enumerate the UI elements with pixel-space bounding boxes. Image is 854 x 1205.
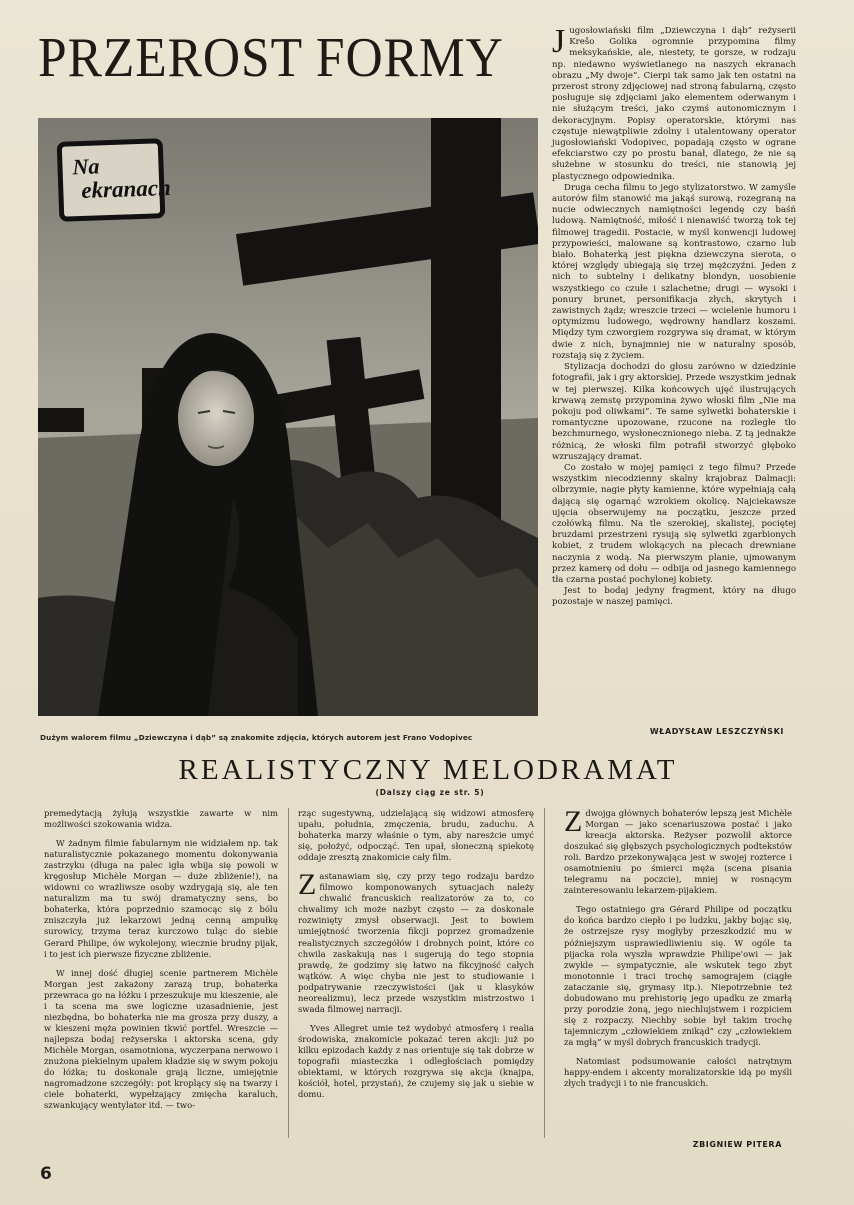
- continuation-note: (Dalszy ciąg ze str. 5): [375, 788, 485, 797]
- column-divider: [288, 808, 289, 1138]
- article-2-dropcap: Z: [298, 868, 317, 902]
- article-2-paragraph: W żadnym filmie fabularnym nie widziałem np. tak naturalistycznie pokazanego momentu dokonywania zastrzyku (długa na palec igła wbija się powoli w kręgosłup Michèle Morgan — duże zbliżenie!), na widowni co wrażliwsze osoby wzdrygają się, ale ten naturalizm ma tu swój dramatyczny sens, bo bohaterka, która poprzednio szamocąc się z bólu zniszczyła już lekarzowi jedną cenną ampułkę surowicy, trzyma teraz kurczowo tuląc do siebie Gerard Philipe, ów wykolejony, wiecznie brudny pijak, i to jest ich pierwsze fizyczne zbliżenie.: [44, 838, 278, 959]
- article-2-paragraph: dwojga głównych bohaterów lepszą jest Michèle Morgan — jako scenariuszowa postać i jako kreacja aktorska. Reżyser pozwolił aktorce doszukać się głębszych psychologicznych podtekstów roli. Bardzo przekonywająca jest w swojej rozterce i osamotnieniu po śmierci męża (scena pisania telegramu na poczcie), mniej w rosnącym zainteresowaniu lekarzem-pijakiem.: [564, 808, 792, 896]
- badge-line-2: ekranach: [80, 174, 172, 204]
- article-2-title: REALISTYCZNY MELODRAMAT: [178, 754, 678, 786]
- article-2-column-1: [44, 808, 278, 1119]
- article-1-paragraph: Druga cecha filmu to jego stylizatorstwo. W zamyśle autorów film stanowić ma jakąś surową, rozegraną na nucie odwiecznych namiętności legendę czy baśń ludową. Namiętność, miłość i nienawiść tworzą tok tej filmowej tragedii. Postacie, w myśl konwencji ludowej przypowieści, malowane są kontrastowo, czarno lub biało. Bohaterką jest piękna dziewczyna sierota, o której względy ubiegają się trzej mężczyźni. Jeden z nich to subtelny i delikatny blondyn, uosobienie wszystkiego co czułe i szlachetne; drugi — wysoki i ponury brunet, personifikacja złych, skrytych i zawistnych żądz; wreszcie trzeci — wcielenie humoru i optymizmu ludowego, wędrowny handlarz koszami. Między tym czworgiem rozgrywa się dramat, w którym dwie z nich, bynajmniej nie w naturalny sposób, rozstają się z życiem.: [552, 182, 796, 361]
- article-1-paragraph: ugosłowiański film „Dziewczyna i dąb” reżyserii Krešo Golika ogromnie przypomina filmy meksykańskie, ale, niestety, te gorsze, w rodzaju np. niedawno wyświetlanego na naszych ekranach obrazu „My dwoje”. Cierpi tak samo jak ten ostatni na przerost strony zdjęciowej nad stroną fabularną, często posługuje się zdjęciami jako elementem oderwanym i nie służącym treści, jako czymś autonomicznym i dekoracyjnym. Popisy operatorskie, którymi nas częstuje niewątpliwie zdolny i utalentowany operator jugosłowiański Vodopivec, popadają często w ograne efekciarstwo czy po prostu banał, dlatego, że nie są służebne w stosunku do treści, nie stanowią jej plastycznego odpowiednika.: [552, 26, 796, 182]
- article-1-paragraph: Co zostało w mojej pamięci z tego filmu? Przede wszystkim niecodzienny skalny krajobraz Dalmacji: olbrzymie, nagie płyty kamienne, które wypełniają całą dającą się ogarnąć wzrokiem okolicę. Najciekawsze ujęcia obserwujemy na początku, jeszcze przed czołówką filmu. Na tle szerokiej, skalistej, pociętej bruzdami przestrzeni rysują się sylwetki zgarbionych kobiet, z trudem wlokących na plecach drewniane naczynia z wodą. Na pierwszym planie, ujmowanym przez kamerę od dołu — odbija od jasnego kamiennego tła czarna postać pochylonej kobiety.: [552, 462, 796, 585]
- article-2-dropcap: Z: [564, 805, 583, 838]
- article-2-paragraph: rząc sugestywną, udzielającą się widzowi atmosferę upału, południa, zmęczenia, brudu, zaduchu. A bohaterka marzy właśnie o tym, aby naresżcie umyć się, położyć, odpocząć. Ten upał, słoneczną spiekotę oddaje zresztą znakomicie cały film.: [298, 808, 534, 863]
- article-2-paragraph: astanawiam się, czy przy tego rodzaju bardzo filmowo komponowanych sytuacjach należy chwalić francuskich realizatorów za to, co chwalimy ich może nazbyt często — za doskonale rozwinięty zmysł obserwacji. Jest to bowiem umiejętność tworzenia fikcji poprzez gromadzenie realistycznych szczegółów i drobnych point, które co chwila zaskakują nas i sugerują do tego stopnia prawdę, że godzimy się łatwo na fikcyjność całych wątków. A więc chyba nie jest to studiowanie i podpatrywanie rzeczywistości (jak u klasyków neorealizmu), lecz przede wszystkim mistrzostwo i swada filmowej narracji.: [298, 871, 534, 1014]
- article-1-author: WŁADYSŁAW LESZCZYŃSKI: [649, 727, 784, 736]
- article-1-dropcap: J: [552, 23, 566, 60]
- article-2-column-3: [564, 805, 792, 1097]
- page-number: 6: [40, 1164, 52, 1184]
- badge-line-1: Na: [72, 153, 100, 180]
- article-2-paragraph: Natomiast podsumowanie całości natrętnym happy-endem i akcenty moralizatorskie idą po myśli złych tradycji i to nie francuskich.: [564, 1055, 792, 1089]
- article-2-paragraph: W innej dość długiej scenie partnerem Michèle Morgan jest zakażony zarazą trup, bohaterka przewraca go na łóżku i przeszukuje mu kieszenie, ale i ta scena ma swe logiczne uzasadnienie, jest niezbędna, bo bohaterka nie ma grosza przy duszy, a w kieszeni męża powinien tkwić portfel. Wreszcie — najlepsza bodaj reżyserska i aktorska scena, gdy Michèle Morgan, osamotniona, wyczerpana nerwowo i znużona piekielnym upałem kładzie się w swym pokoju do łóżka; tu doskonale grają liczne, umiejętnie nagromadzone szczegóły: pot kroplący się na twarzy i ciele bohaterki, wypełzający zmięcha karaluch, szwankujący wentylator itd. — two-: [44, 967, 278, 1111]
- article-1-text: [552, 23, 796, 609]
- article-1-paragraph: Stylizacja dochodzi do głosu zarówno w dziedzinie fotografii, jak i gry aktorskiej. Przede wszystkim jednak w tej pierwszej. Kilka końcowych ujęć ilustrujących krwawą zemstę przypomina żywo włoski film „Nie ma pokoju pod oliwkami”. Te same sylwetki bohaterskie i romantyczne upozowane, rzucone na rozległe tło bezchmurnego, wysłonecznionego nieba. Z tą jednakże różnicą, że włoski film potrafił stworzyć głęboko wzruszający dramat.: [552, 362, 796, 462]
- article-2-paragraph: Yves Allegret umie też wydobyć atmosferę i realia środowiska, znakomicie pokazać teren akcji: już po kilku epizodach każdy z nas orientuje się tak dobrze w topografii miasteczka i odległościach pomiędzy obiektami, w których rozgrywa się akcja (knajpa, kościół, hotel, przystań), że czujemy się jak u siebie w domu.: [298, 1022, 534, 1100]
- article-2-column-2: [298, 808, 534, 1108]
- film-still-photo: [38, 118, 538, 716]
- article-1-paragraph: Jest to bodaj jedyny fragment, który na długo pozostaje w naszej pamięci.: [552, 586, 796, 608]
- photo-caption: Dużym walorem filmu „Dziewczyna i dąb” są znakomite zdjęcia, których autorem jest Frano Vodopivec: [40, 733, 473, 742]
- article-2-paragraph: Tego ostatniego gra Gérard Philipe od początku do końca bardzo ciepło i po ludzku, jakby bojąc się, że ostrzejsze rysy mogłyby przeszkodzić mu w późniejszym usprawiedliwieniu się. W ogóle ta pijacka rola wyszła wprawdzie Philipe'owi — jak zwykle — sympatycznie, ale wskutek tego zbyt monotonnie i traci trochę samograjem (ciągłe zataczanie się, grymasy itp.). Niepotrzebnie też dobudowano mu prehistorię jego upadku ze zmarłą przy porodzie żoną, jego niechlujstwem i rozpiciem się z rozpaczy. Niechby sobie był takim trochę tajemniczym „człowiekiem znikąd” czy „człowiekiem za mgłą” w myśl dobrych francuskich tradycji.: [564, 904, 792, 1047]
- article-2-paragraph: premedytacją żyłują wszystkie zawarte w nim możliwości szokowania widza.: [44, 808, 278, 830]
- article-headline: PRZEROST FORMY: [38, 27, 504, 89]
- column-divider: [544, 808, 545, 1138]
- na-ekranach-badge: [57, 138, 172, 222]
- article-2-author: ZBIGNIEW PITERA: [692, 1140, 782, 1149]
